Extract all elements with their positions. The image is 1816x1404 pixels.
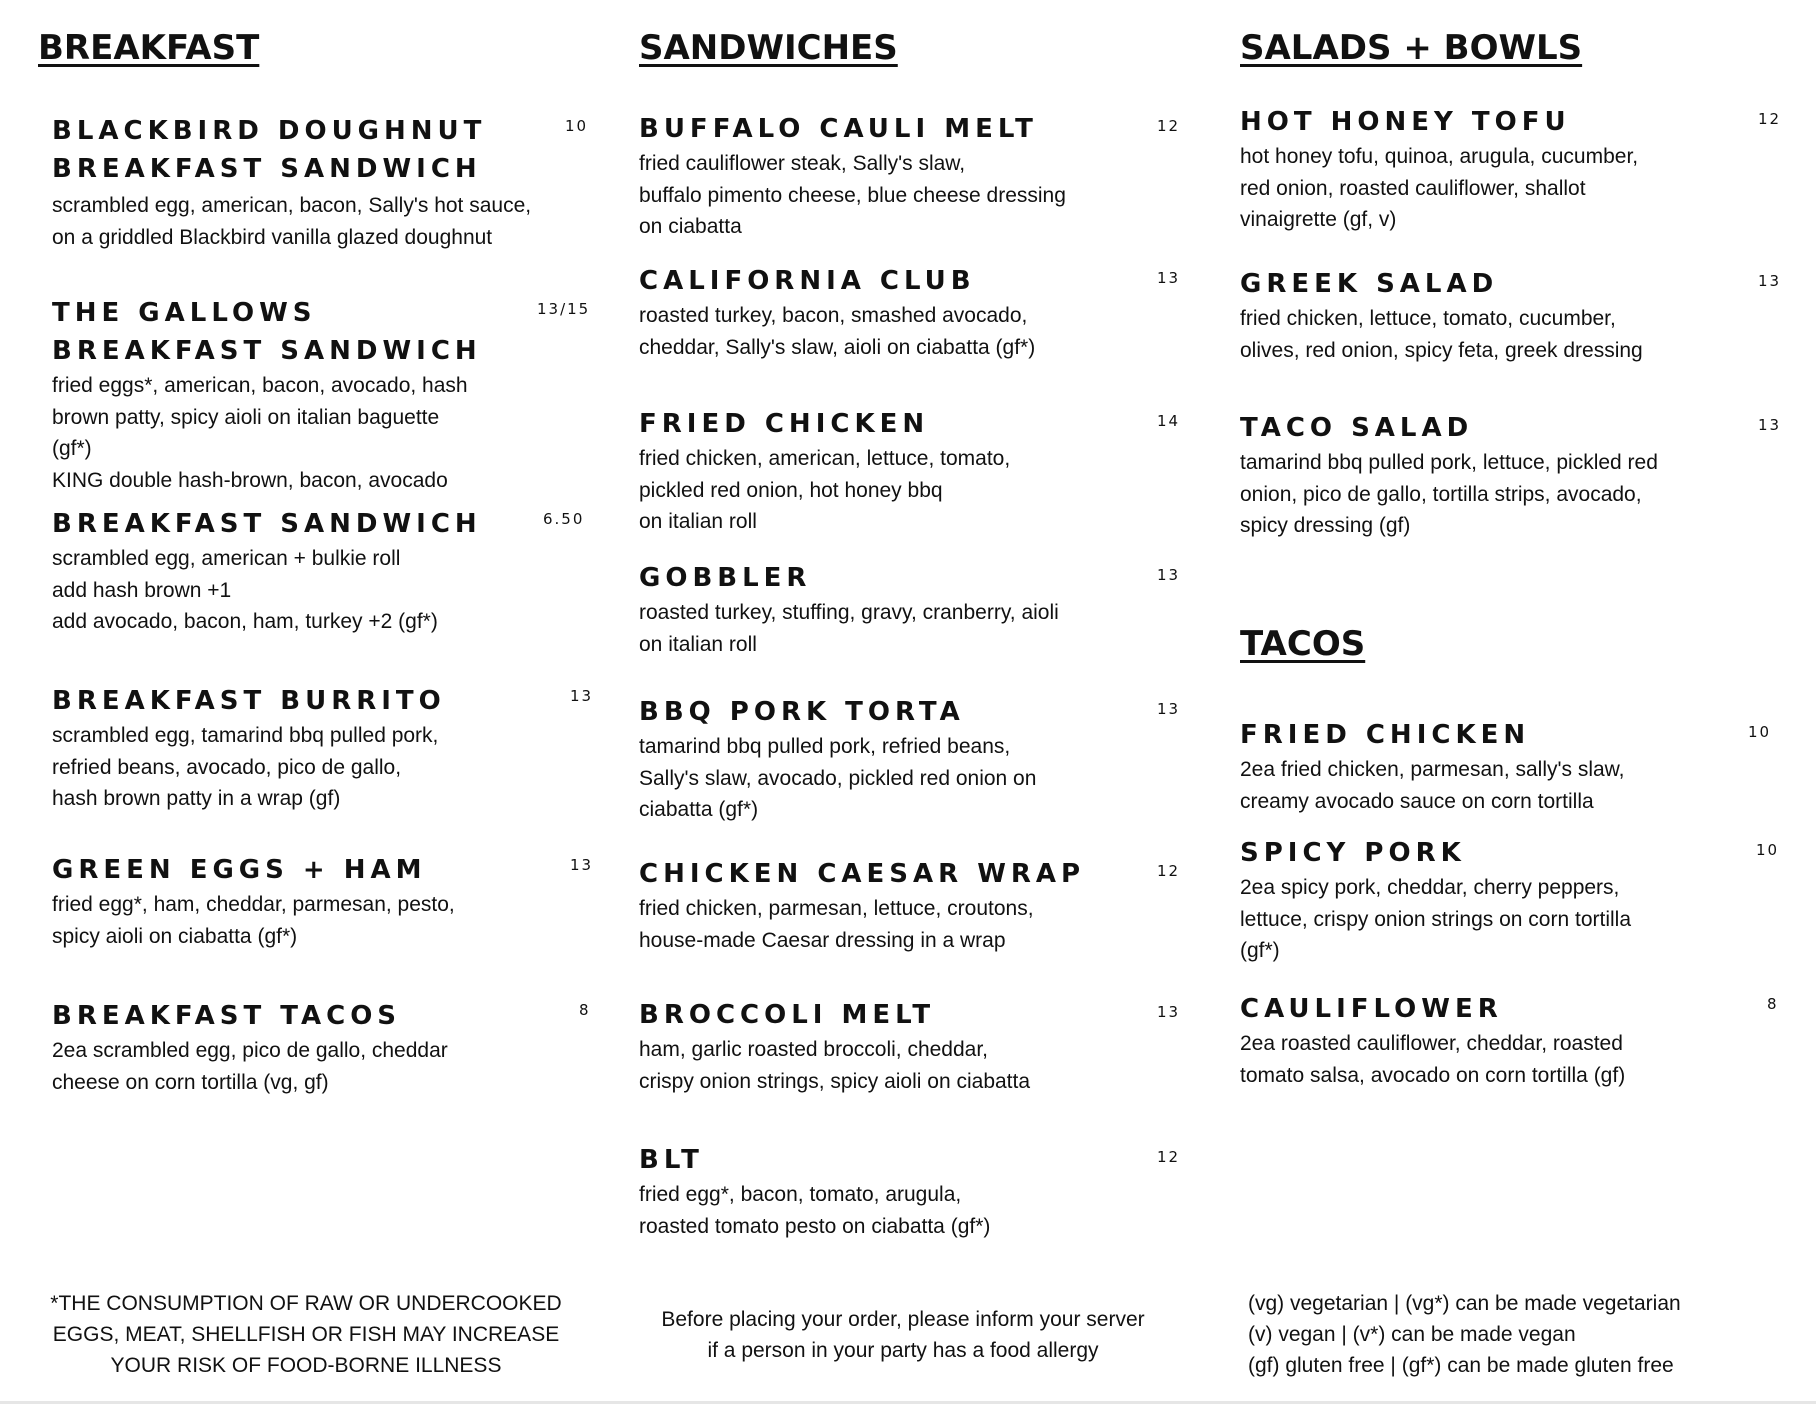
allergy-notice: Before placing your order, please inform your server if a person in your party has a food allergy — [661, 1308, 1145, 1362]
item-description: 2ea roasted cauliflower, cheddar, roasted tomato salsa, avocado on corn tortilla (gf) — [1240, 1032, 1626, 1087]
item-name: BROCCOLI MELT — [639, 1000, 936, 1030]
item-name: BREAKFAST BURRITO — [52, 686, 446, 716]
item-description: 2ea fried chicken, parmesan, sally's slaw, creamy avocado sauce on corn tortilla — [1240, 758, 1625, 813]
item-description: roasted turkey, stuffing, gravy, cranberry, aioli on italian roll — [639, 601, 1059, 656]
section-title-sandwiches: SANDWICHES — [639, 28, 898, 68]
menu-item-green-eggs-ham — [52, 851, 455, 952]
menu-item-hot-honey-tofu — [1240, 103, 1638, 236]
item-price: 12 — [1157, 862, 1181, 880]
menu-item-taco-salad — [1240, 409, 1658, 542]
menu-item-fried-chicken-sandwich — [639, 405, 1010, 538]
item-description: tamarind bbq pulled pork, refried beans, Sally's slaw, avocado, pickled red onion on ciabatta (gf*) — [639, 735, 1037, 821]
item-price: 12 — [1157, 117, 1181, 135]
item-price: 6.50 — [543, 510, 585, 528]
item-price: 12 — [1157, 1148, 1181, 1166]
item-price: 8 — [1767, 995, 1779, 1013]
item-description: tamarind bbq pulled pork, lettuce, pickled red onion, pico de gallo, tortilla strips, avocado, spicy dressing (gf) — [1240, 451, 1658, 537]
menu-item-cauliflower-taco — [1240, 990, 1625, 1091]
item-description: fried chicken, parmesan, lettuce, croutons, house-made Caesar dressing in a wrap — [639, 897, 1034, 952]
item-name: HOT HONEY TOFU — [1240, 107, 1571, 137]
item-description: scrambled egg, american, bacon, Sally's hot sauce, on a griddled Blackbird vanilla glazed doughnut — [52, 194, 532, 249]
item-name: BBQ PORK TORTA — [639, 697, 965, 727]
menu-item-spicy-pork-taco — [1240, 834, 1631, 967]
item-name: GREEN EGGS + HAM — [52, 855, 427, 885]
item-price: 13 — [570, 687, 594, 705]
menu-item-breakfast-sandwich — [52, 505, 482, 638]
item-name: TACO SALAD — [1240, 413, 1474, 443]
item-price: 13 — [570, 856, 594, 874]
item-name: FRIED CHICKEN — [1240, 720, 1531, 750]
item-price: 10 — [1756, 841, 1780, 859]
item-price: 13 — [1157, 1003, 1181, 1021]
item-description: roasted turkey, bacon, smashed avocado, cheddar, Sally's slaw, aioli on ciabatta (gf*) — [639, 304, 1036, 359]
item-description: hot honey tofu, quinoa, arugula, cucumber, red onion, roasted cauliflower, shallot vinaigrette (gf, v) — [1240, 145, 1639, 231]
menu-item-breakfast-burrito — [52, 682, 446, 815]
menu-item-blackbird-doughnut — [52, 112, 531, 253]
item-price: 13/15 — [537, 300, 591, 318]
section-title-tacos: TACOS — [1240, 624, 1366, 664]
item-price: 13 — [1758, 416, 1782, 434]
item-description: ham, garlic roasted broccoli, cheddar, crispy onion strings, spicy aioli on ciabatta — [639, 1038, 1031, 1093]
item-name: THE GALLOWS BREAKFAST SANDWICH — [52, 298, 482, 366]
item-description: fried cauliflower steak, Sally's slaw, buffalo pimento cheese, blue cheese dressing on ciabatta — [639, 152, 1066, 238]
dietary-legend: (vg) vegetarian | (vg*) can be made vegetarian (v) vegan | (v*) can be made vegan (gf) gluten free | (gf*) can be made gluten free — [1248, 1292, 1681, 1377]
menu-item-gobbler — [639, 559, 1059, 660]
menu-item-broccoli-melt — [639, 996, 1030, 1097]
menu-item-chicken-caesar-wrap — [639, 855, 1085, 956]
item-name: SPICY PORK — [1240, 838, 1466, 868]
item-name: CHICKEN CAESAR WRAP — [639, 859, 1086, 889]
item-price: 13 — [1157, 566, 1181, 584]
item-name: CALIFORNIA CLUB — [639, 266, 976, 296]
menu-item-breakfast-tacos — [52, 997, 448, 1098]
item-description: scrambled egg, tamarind bbq pulled pork, refried beans, avocado, pico de gallo, hash brown patty in a wrap (gf) — [52, 724, 439, 810]
item-description: fried egg*, ham, cheddar, parmesan, pesto, spicy aioli on ciabatta (gf*) — [52, 893, 455, 948]
item-description: fried chicken, american, lettuce, tomato, pickled red onion, hot honey bbq on italian roll — [639, 447, 1011, 533]
section-title-salads-bowls: SALADS + BOWLS — [1240, 28, 1583, 68]
item-name: BREAKFAST SANDWICH — [52, 509, 482, 539]
item-price: 14 — [1157, 412, 1181, 430]
menu-item-greek-salad — [1240, 265, 1643, 366]
item-description: fried eggs*, american, bacon, avocado, hash brown patty, spicy aioli on italian baguette (gf*) KING double hash-brown, bacon, avocado — [52, 374, 468, 492]
item-name: CAULIFLOWER — [1240, 994, 1503, 1024]
menu-item-blt — [639, 1141, 990, 1242]
menu-item-gallows-sandwich — [52, 294, 482, 496]
item-price: 10 — [1748, 723, 1772, 741]
item-price: 13 — [1758, 272, 1782, 290]
section-title-breakfast: BREAKFAST — [38, 28, 260, 68]
menu-item-california-club — [639, 262, 1035, 363]
item-description: fried egg*, bacon, tomato, arugula, roasted tomato pesto on ciabatta (gf*) — [639, 1183, 991, 1238]
menu-item-bbq-pork-torta — [639, 693, 1036, 826]
item-name: BUFFALO CAULI MELT — [639, 114, 1038, 144]
menu-item-buffalo-cauli-melt — [639, 110, 1066, 243]
item-name: GREEK SALAD — [1240, 269, 1499, 299]
item-name: BLT — [639, 1145, 704, 1175]
item-name: BLACKBIRD DOUGHNUT BREAKFAST SANDWICH — [52, 116, 487, 184]
raw-food-warning: *THE CONSUMPTION OF RAW OR UNDERCOOKED EGGS, MEAT, SHELLFISH OR FISH MAY INCREASE YOUR RISK OF FOOD-BORNE ILLNESS — [50, 1292, 562, 1377]
item-description: 2ea scrambled egg, pico de gallo, cheddar cheese on corn tortilla (vg, gf) — [52, 1039, 448, 1094]
item-price: 8 — [579, 1001, 591, 1019]
item-description: fried chicken, lettuce, tomato, cucumber, olives, red onion, spicy feta, greek dressing — [1240, 307, 1643, 362]
item-name: GOBBLER — [639, 563, 812, 593]
item-name: BREAKFAST TACOS — [52, 1001, 402, 1031]
item-price: 13 — [1157, 700, 1181, 718]
menu-item-fried-chicken-taco — [1240, 716, 1625, 817]
item-price: 12 — [1758, 110, 1782, 128]
item-description: 2ea spicy pork, cheddar, cherry peppers, lettuce, crispy onion strings on corn tortilla (gf*) — [1240, 876, 1632, 962]
item-description: scrambled egg, american + bulkie roll add hash brown +1 add avocado, bacon, ham, turkey +2 (gf*) — [52, 547, 438, 633]
item-name: FRIED CHICKEN — [639, 409, 930, 439]
item-price: 10 — [565, 117, 589, 135]
item-price: 13 — [1157, 269, 1181, 287]
